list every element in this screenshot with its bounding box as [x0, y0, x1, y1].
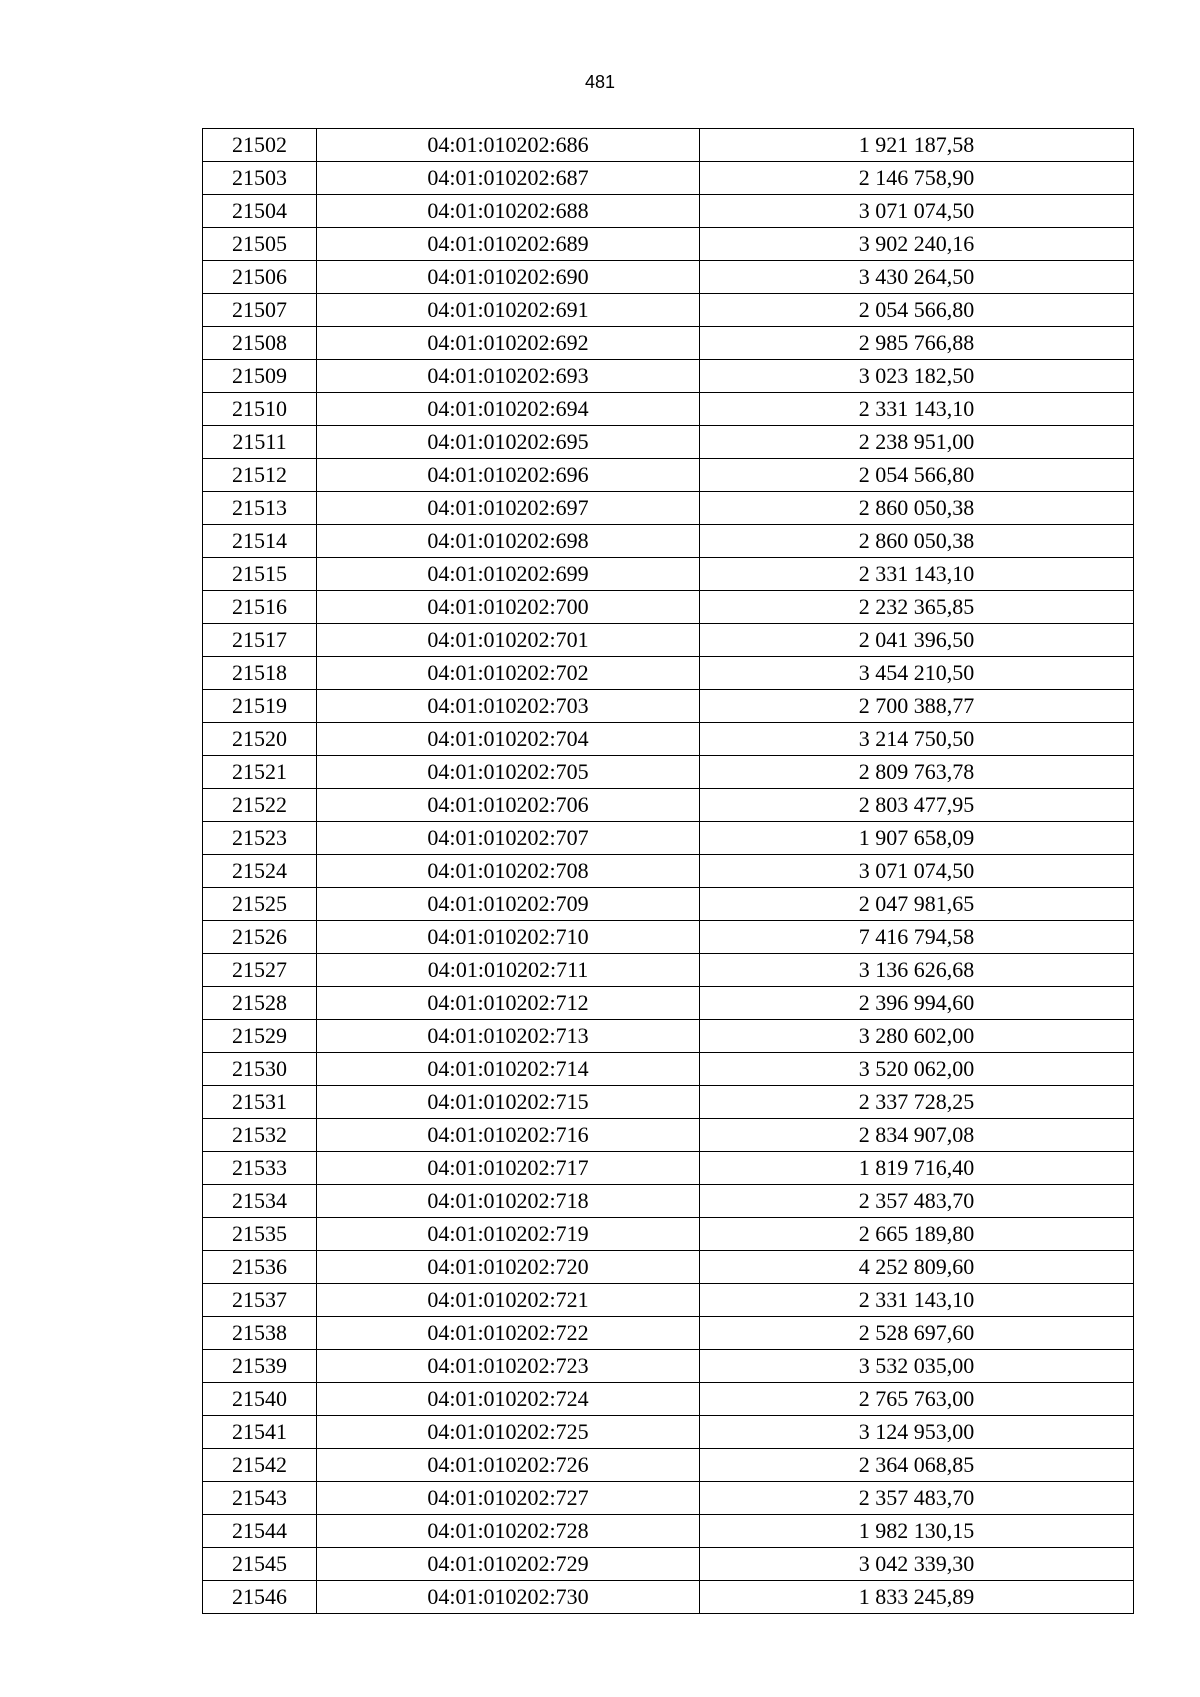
table-row — [203, 525, 1134, 558]
row-number-cell: 21540 — [203, 1383, 317, 1416]
row-number-cell: 21519 — [203, 690, 317, 723]
cadastral-value-cell: 3 532 035,00 — [700, 1350, 1134, 1383]
row-number-cell: 21524 — [203, 855, 317, 888]
cadastral-number-cell: 04:01:010202:725 — [317, 1416, 700, 1449]
cadastral-number-cell: 04:01:010202:695 — [317, 426, 700, 459]
cadastral-number-cell: 04:01:010202:720 — [317, 1251, 700, 1284]
cadastral-value-cell: 1 907 658,09 — [700, 822, 1134, 855]
table-row — [203, 723, 1134, 756]
cadastral-value-cell: 7 416 794,58 — [700, 921, 1134, 954]
cadastral-number-cell: 04:01:010202:689 — [317, 228, 700, 261]
cadastral-number-cell: 04:01:010202:705 — [317, 756, 700, 789]
table-row — [203, 1581, 1134, 1614]
table-row — [203, 195, 1134, 228]
row-number-cell: 21543 — [203, 1482, 317, 1515]
row-number-cell: 21510 — [203, 393, 317, 426]
cadastral-number-cell: 04:01:010202:717 — [317, 1152, 700, 1185]
table-row — [203, 855, 1134, 888]
cadastral-number-cell: 04:01:010202:721 — [317, 1284, 700, 1317]
row-number-cell: 21502 — [203, 129, 317, 162]
row-number-cell: 21509 — [203, 360, 317, 393]
row-number-cell: 21504 — [203, 195, 317, 228]
table-row — [203, 1284, 1134, 1317]
table-row — [203, 360, 1134, 393]
row-number-cell: 21522 — [203, 789, 317, 822]
cadastral-value-cell: 3 430 264,50 — [700, 261, 1134, 294]
cadastral-number-cell: 04:01:010202:709 — [317, 888, 700, 921]
row-number-cell: 21531 — [203, 1086, 317, 1119]
cadastral-number-cell: 04:01:010202:698 — [317, 525, 700, 558]
cadastral-value-table — [202, 128, 1134, 1614]
cadastral-number-cell: 04:01:010202:706 — [317, 789, 700, 822]
cadastral-value-cell: 4 252 809,60 — [700, 1251, 1134, 1284]
table-row — [203, 129, 1134, 162]
cadastral-value-cell: 1 921 187,58 — [700, 129, 1134, 162]
cadastral-value-cell: 2 396 994,60 — [700, 987, 1134, 1020]
cadastral-number-cell: 04:01:010202:712 — [317, 987, 700, 1020]
cadastral-number-cell: 04:01:010202:686 — [317, 129, 700, 162]
cadastral-value-cell: 1 833 245,89 — [700, 1581, 1134, 1614]
table-row — [203, 624, 1134, 657]
table-row — [203, 954, 1134, 987]
table-row — [203, 1152, 1134, 1185]
table-row — [203, 558, 1134, 591]
cadastral-value-cell: 3 280 602,00 — [700, 1020, 1134, 1053]
row-number-cell: 21513 — [203, 492, 317, 525]
row-number-cell: 21525 — [203, 888, 317, 921]
table-row — [203, 393, 1134, 426]
cadastral-value-cell: 2 331 143,10 — [700, 393, 1134, 426]
cadastral-value-cell: 2 803 477,95 — [700, 789, 1134, 822]
row-number-cell: 21503 — [203, 162, 317, 195]
cadastral-number-cell: 04:01:010202:728 — [317, 1515, 700, 1548]
row-number-cell: 21544 — [203, 1515, 317, 1548]
cadastral-number-cell: 04:01:010202:719 — [317, 1218, 700, 1251]
cadastral-number-cell: 04:01:010202:701 — [317, 624, 700, 657]
cadastral-value-cell: 2 809 763,78 — [700, 756, 1134, 789]
table-row — [203, 789, 1134, 822]
cadastral-value-cell: 3 042 339,30 — [700, 1548, 1134, 1581]
table-row — [203, 1350, 1134, 1383]
cadastral-number-cell: 04:01:010202:693 — [317, 360, 700, 393]
table-row — [203, 294, 1134, 327]
cadastral-number-cell: 04:01:010202:726 — [317, 1449, 700, 1482]
cadastral-value-cell: 2 528 697,60 — [700, 1317, 1134, 1350]
cadastral-number-cell: 04:01:010202:716 — [317, 1119, 700, 1152]
cadastral-number-cell: 04:01:010202:723 — [317, 1350, 700, 1383]
row-number-cell: 21515 — [203, 558, 317, 591]
row-number-cell: 21517 — [203, 624, 317, 657]
cadastral-value-cell: 2 054 566,80 — [700, 294, 1134, 327]
row-number-cell: 21508 — [203, 327, 317, 360]
cadastral-value-cell: 3 136 626,68 — [700, 954, 1134, 987]
cadastral-value-cell: 2 357 483,70 — [700, 1185, 1134, 1218]
cadastral-number-cell: 04:01:010202:702 — [317, 657, 700, 690]
cadastral-number-cell: 04:01:010202:730 — [317, 1581, 700, 1614]
table-row — [203, 228, 1134, 261]
table-row — [203, 1548, 1134, 1581]
table-row — [203, 657, 1134, 690]
cadastral-value-cell: 2 054 566,80 — [700, 459, 1134, 492]
table-row — [203, 1185, 1134, 1218]
cadastral-number-cell: 04:01:010202:699 — [317, 558, 700, 591]
row-number-cell: 21518 — [203, 657, 317, 690]
cadastral-number-cell: 04:01:010202:713 — [317, 1020, 700, 1053]
cadastral-value-cell: 2 146 758,90 — [700, 162, 1134, 195]
table-row — [203, 1119, 1134, 1152]
row-number-cell: 21534 — [203, 1185, 317, 1218]
table-row — [203, 492, 1134, 525]
cadastral-number-cell: 04:01:010202:714 — [317, 1053, 700, 1086]
cadastral-number-cell: 04:01:010202:687 — [317, 162, 700, 195]
cadastral-number-cell: 04:01:010202:724 — [317, 1383, 700, 1416]
cadastral-value-cell: 2 331 143,10 — [700, 558, 1134, 591]
cadastral-value-cell: 2 047 981,65 — [700, 888, 1134, 921]
cadastral-value-cell: 3 520 062,00 — [700, 1053, 1134, 1086]
cadastral-value-cell: 3 071 074,50 — [700, 855, 1134, 888]
row-number-cell: 21520 — [203, 723, 317, 756]
table-row — [203, 426, 1134, 459]
cadastral-number-cell: 04:01:010202:727 — [317, 1482, 700, 1515]
page-number: 481 — [584, 72, 616, 92]
row-number-cell: 21528 — [203, 987, 317, 1020]
cadastral-number-cell: 04:01:010202:710 — [317, 921, 700, 954]
cadastral-value-cell: 3 124 953,00 — [700, 1416, 1134, 1449]
cadastral-number-cell: 04:01:010202:700 — [317, 591, 700, 624]
cadastral-number-cell: 04:01:010202:694 — [317, 393, 700, 426]
row-number-cell: 21545 — [203, 1548, 317, 1581]
table-row — [203, 1020, 1134, 1053]
table-row — [203, 690, 1134, 723]
row-number-cell: 21514 — [203, 525, 317, 558]
cadastral-number-cell: 04:01:010202:722 — [317, 1317, 700, 1350]
row-number-cell: 21521 — [203, 756, 317, 789]
cadastral-number-cell: 04:01:010202:688 — [317, 195, 700, 228]
row-number-cell: 21511 — [203, 426, 317, 459]
cadastral-value-cell: 3 214 750,50 — [700, 723, 1134, 756]
row-number-cell: 21512 — [203, 459, 317, 492]
table-row — [203, 756, 1134, 789]
cadastral-value-cell: 1 982 130,15 — [700, 1515, 1134, 1548]
row-number-cell: 21546 — [203, 1581, 317, 1614]
cadastral-value-cell: 3 023 182,50 — [700, 360, 1134, 393]
row-number-cell: 21539 — [203, 1350, 317, 1383]
table-row — [203, 591, 1134, 624]
cadastral-value-cell: 2 834 907,08 — [700, 1119, 1134, 1152]
cadastral-value-cell: 2 337 728,25 — [700, 1086, 1134, 1119]
table-row — [203, 822, 1134, 855]
table-row — [203, 327, 1134, 360]
table-row — [203, 921, 1134, 954]
row-number-cell: 21529 — [203, 1020, 317, 1053]
table-row — [203, 1482, 1134, 1515]
cadastral-value-cell: 2 331 143,10 — [700, 1284, 1134, 1317]
cadastral-number-cell: 04:01:010202:708 — [317, 855, 700, 888]
cadastral-value-cell: 2 364 068,85 — [700, 1449, 1134, 1482]
row-number-cell: 21541 — [203, 1416, 317, 1449]
table-row — [203, 1053, 1134, 1086]
cadastral-number-cell: 04:01:010202:697 — [317, 492, 700, 525]
table-row — [203, 1515, 1134, 1548]
table-row — [203, 162, 1134, 195]
row-number-cell: 21536 — [203, 1251, 317, 1284]
cadastral-number-cell: 04:01:010202:690 — [317, 261, 700, 294]
cadastral-value-cell: 2 700 388,77 — [700, 690, 1134, 723]
cadastral-number-cell: 04:01:010202:729 — [317, 1548, 700, 1581]
table-row — [203, 987, 1134, 1020]
table-row — [203, 888, 1134, 921]
row-number-cell: 21542 — [203, 1449, 317, 1482]
cadastral-number-cell: 04:01:010202:692 — [317, 327, 700, 360]
table-row — [203, 1317, 1134, 1350]
cadastral-value-cell: 2 357 483,70 — [700, 1482, 1134, 1515]
cadastral-number-cell: 04:01:010202:704 — [317, 723, 700, 756]
cadastral-value-cell: 3 071 074,50 — [700, 195, 1134, 228]
row-number-cell: 21535 — [203, 1218, 317, 1251]
cadastral-value-cell: 2 232 365,85 — [700, 591, 1134, 624]
row-number-cell: 21523 — [203, 822, 317, 855]
cadastral-number-cell: 04:01:010202:691 — [317, 294, 700, 327]
cadastral-value-cell: 3 902 240,16 — [700, 228, 1134, 261]
row-number-cell: 21532 — [203, 1119, 317, 1152]
cadastral-value-cell: 1 819 716,40 — [700, 1152, 1134, 1185]
row-number-cell: 21538 — [203, 1317, 317, 1350]
cadastral-value-cell: 3 454 210,50 — [700, 657, 1134, 690]
cadastral-number-cell: 04:01:010202:718 — [317, 1185, 700, 1218]
table-row — [203, 459, 1134, 492]
row-number-cell: 21507 — [203, 294, 317, 327]
table-body — [203, 129, 1134, 1614]
table-row — [203, 1086, 1134, 1119]
table-row — [203, 1416, 1134, 1449]
cadastral-number-cell: 04:01:010202:711 — [317, 954, 700, 987]
table-row — [203, 1218, 1134, 1251]
cadastral-value-cell: 2 860 050,38 — [700, 492, 1134, 525]
cadastral-number-cell: 04:01:010202:703 — [317, 690, 700, 723]
cadastral-value-cell: 2 765 763,00 — [700, 1383, 1134, 1416]
row-number-cell: 21527 — [203, 954, 317, 987]
table-row — [203, 1449, 1134, 1482]
row-number-cell: 21526 — [203, 921, 317, 954]
table-row — [203, 1251, 1134, 1284]
row-number-cell: 21516 — [203, 591, 317, 624]
row-number-cell: 21533 — [203, 1152, 317, 1185]
cadastral-number-cell: 04:01:010202:715 — [317, 1086, 700, 1119]
cadastral-value-cell: 2 665 189,80 — [700, 1218, 1134, 1251]
row-number-cell: 21537 — [203, 1284, 317, 1317]
cadastral-number-cell: 04:01:010202:696 — [317, 459, 700, 492]
cadastral-value-cell: 2 860 050,38 — [700, 525, 1134, 558]
row-number-cell: 21530 — [203, 1053, 317, 1086]
table-row — [203, 1383, 1134, 1416]
cadastral-number-cell: 04:01:010202:707 — [317, 822, 700, 855]
cadastral-value-cell: 2 238 951,00 — [700, 426, 1134, 459]
cadastral-value-cell: 2 041 396,50 — [700, 624, 1134, 657]
cadastral-value-cell: 2 985 766,88 — [700, 327, 1134, 360]
table-row — [203, 261, 1134, 294]
row-number-cell: 21506 — [203, 261, 317, 294]
row-number-cell: 21505 — [203, 228, 317, 261]
